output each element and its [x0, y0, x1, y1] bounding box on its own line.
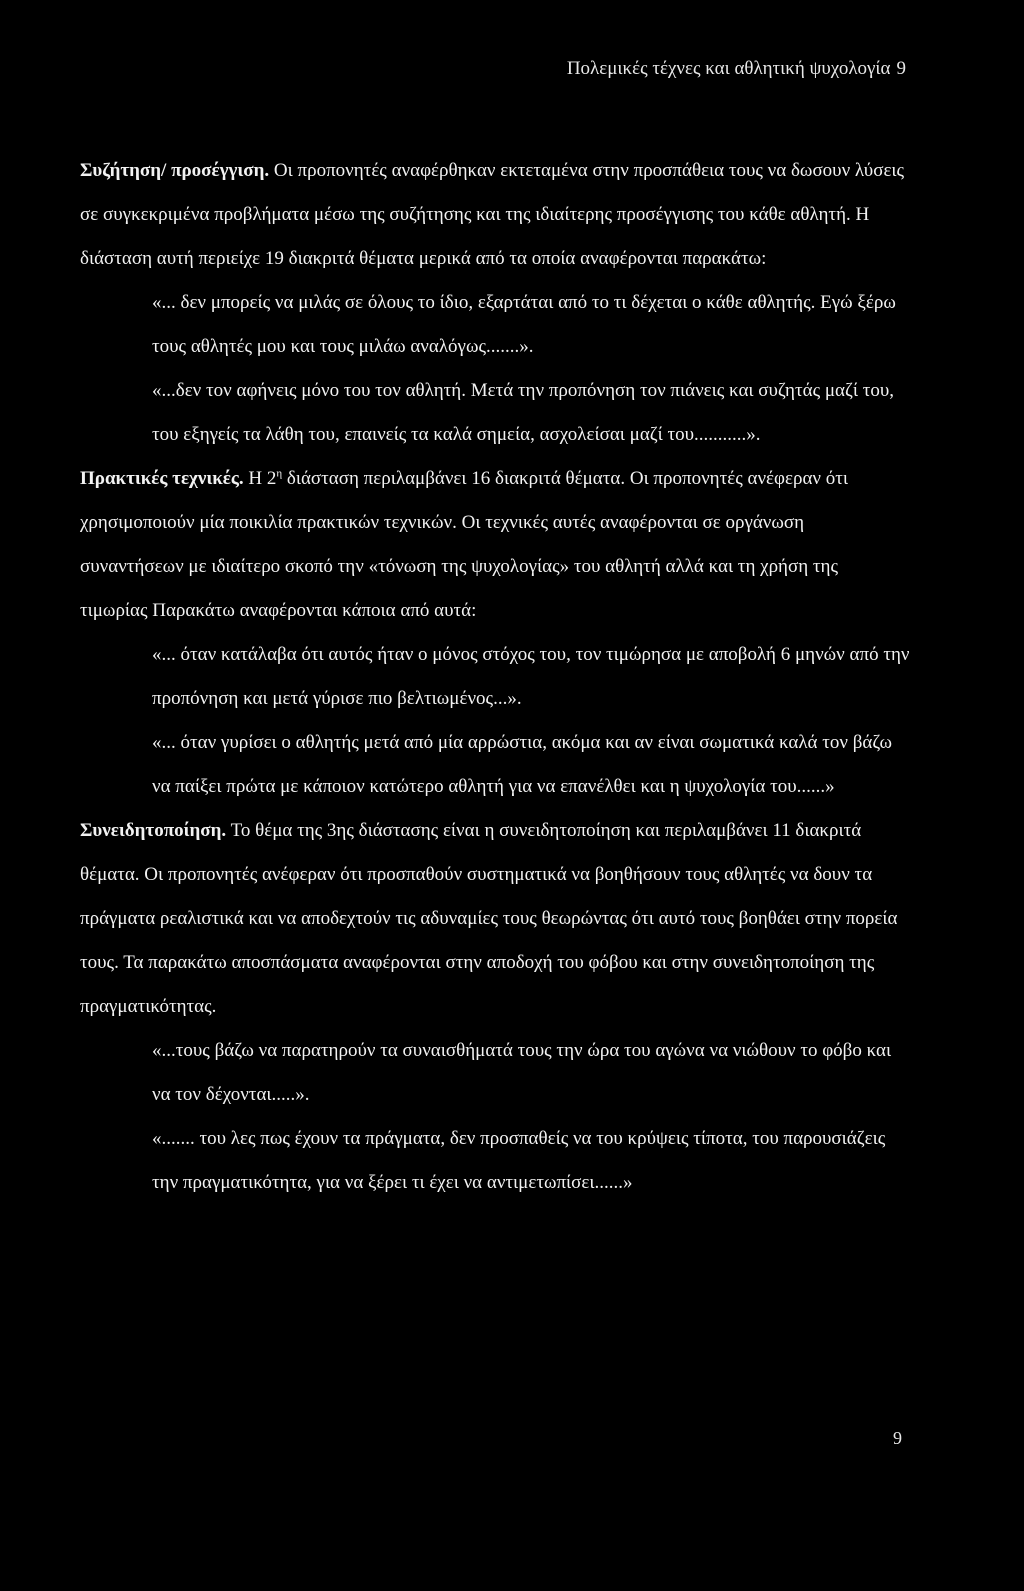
- section-heading: Συζήτηση/ προσέγγιση.: [80, 160, 270, 181]
- section-practical-paragraph: [80, 457, 910, 633]
- section-heading: Συνειδητοποίηση.: [80, 820, 227, 841]
- running-header: [567, 58, 906, 80]
- quote-paragraph: «...δεν τον αφήνεις μόνο του τον αθλητή. Μετά την προπόνηση τον πιάνεις και συζητάς μαζί του, του εξηγείς τα λάθη του, επαινείς τα καλά σημεία, ασχολείσαι μαζί του...........».: [152, 380, 895, 445]
- section-body: Το θέμα της 3ης διάστασης είναι η συνειδητοποίηση και περιλαμβάνει 11 διακριτά θέματα. Οι προπονητές ανέφεραν ότι προσπαθούν συστηματικά να βοηθήσουν τους αθλητές να δουν τα πράγματα ρεαλιστικά και να αποδεχτούν τις αδυναμίες τους θεωρώντας ότι αυτό τους βοηθάει στην πορεία τους. Τα παρακάτω αποσπάσματα αναφέρονται στην αποδοχή του φόβου και στην συνειδητοποίηση της πραγματικότητας.: [80, 820, 898, 1017]
- section-awareness-paragraph: [80, 809, 910, 1029]
- running-header-page: 9: [896, 58, 906, 79]
- quote-paragraph: «... όταν γυρίσει ο αθλητής μετά από μία αρρώστια, ακόμα και αν είναι σωματικά καλά τον βάζω να παίξει πρώτα με κάποιον κατώτερο αθλητή για να επανέλθει και η ψυχολογία του......»: [152, 732, 893, 797]
- page-number: 9: [893, 1428, 902, 1448]
- section-heading: Πρακτικές τεχνικές.: [80, 468, 244, 489]
- section-discussion-paragraph: [80, 149, 910, 281]
- section-body: Οι προπονητές αναφέρθηκαν εκτεταμένα στην προσπάθεια τους να δωσουν λύσεις σε συγκεκριμένα προβλήματα μέσω της συζήτησης και της ιδιαίτερης προσέγγισης του κάθε αθλητή. Η διάσταση αυτή περιείχε 19 διακριτά θέματα μερικά από τα οποία αναφέρονται παρακάτω:: [80, 160, 905, 269]
- quote-paragraph: «...τους βάζω να παρατηρούν τα συναισθήματά τους την ώρα του αγώνα να νιώθουν το φόβο και να τον δέχονται.....».: [152, 1040, 892, 1105]
- quote-paragraph: «....... του λες πως έχουν τα πράγματα, δεν προσπαθείς να του κρύψεις τίποτα, του παρουσιάζεις την πραγματικότητα, για να ξέρει τι έχει να αντιμετωπίσει......»: [152, 1128, 886, 1193]
- section-body: διάσταση περιλαμβάνει 16 διακριτά θέματα. Οι προπονητές ανέφεραν ότι χρησιμοποιούν μία ποικιλία πρακτικών τεχνικών. Οι τεχνικές αυτές αναφέρονται σε οργάνωση συναντήσεων με ιδιαίτερο σκοπό την «τόνωση της ψυχολογίας» του αθλητή αλλά και τη χρήση της τιμωρίας Παρακάτω αναφέρονται κάποια από αυτά:: [80, 468, 848, 621]
- document-body: [80, 149, 910, 1205]
- running-header-title: Πολεμικές τέχνες και αθλητική ψυχολογία: [566, 58, 891, 79]
- section-body-pre: Η 2: [243, 468, 277, 489]
- section-body-sup: η: [276, 467, 283, 480]
- quote-paragraph: «... όταν κατάλαβα ότι αυτός ήταν ο μόνος στόχος του, τον τιμώρησα με αποβολή 6 μηνών από την προπόνηση και μετά γύρισε πιο βελτιωμένος...».: [152, 644, 910, 709]
- quote-paragraph: «... δεν μπορείς να μιλάς σε όλους το ίδιο, εξαρτάται από το τι δέχεται ο κάθε αθλητής. Εγώ ξέρω τους αθλητές μου και τους μιλάω αναλόγως.......».: [152, 292, 896, 357]
